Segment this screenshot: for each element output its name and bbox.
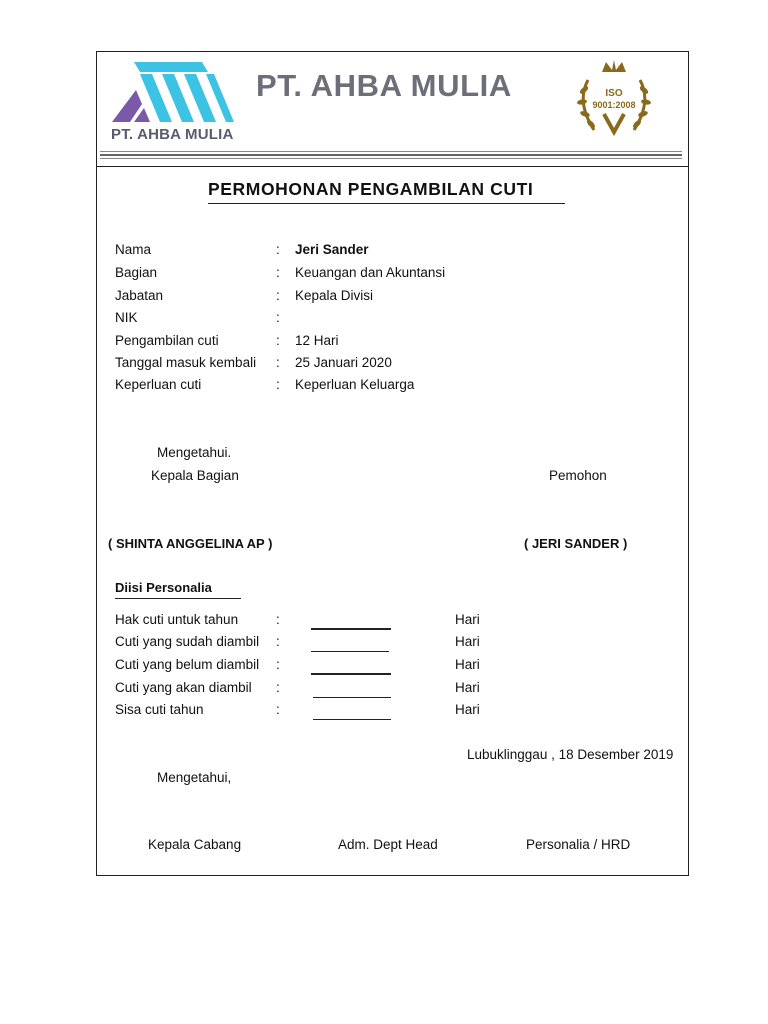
iso-label: ISO [605, 88, 623, 99]
field-value-bagian: Keuangan dan Akuntansi [295, 265, 446, 280]
blank-line [313, 719, 391, 720]
field-label-nama: Nama [115, 242, 152, 257]
personalia-colon: : [276, 612, 280, 627]
personalia-label: Hak cuti untuk tahun [115, 612, 239, 627]
field-label-tanggal-masuk: Tanggal masuk kembali [115, 355, 257, 370]
personalia-heading-underline [115, 598, 241, 599]
personalia-heading: Diisi Personalia [115, 580, 212, 595]
field-label-pengambilan-cuti: Pengambilan cuti [115, 333, 219, 348]
personalia-unit: Hari [455, 702, 480, 717]
field-colon: : [276, 310, 280, 325]
company-name: PT. AHBA MULIA [256, 68, 512, 103]
field-colon: : [276, 333, 280, 348]
field-label-bagian: Bagian [115, 265, 158, 280]
place-date: Lubuklinggau , 18 Desember 2019 [467, 747, 674, 762]
signatory-kepala-cabang: Kepala Cabang [148, 837, 242, 852]
form-top-rule [96, 166, 689, 167]
field-label-keperluan-cuti: Keperluan cuti [115, 377, 202, 392]
blank-line [311, 673, 391, 675]
blank-line [313, 697, 391, 698]
field-label-nik: NIK [115, 310, 138, 325]
signatory-adm-dept-head: Adm. Dept Head [338, 837, 438, 852]
footer-mengetahui: Mengetahui, [157, 770, 232, 785]
title-underline [208, 203, 565, 204]
signature-kepala-bagian: ( SHINTA ANGGELINA AP ) [108, 536, 273, 551]
personalia-label: Cuti yang akan diambil [115, 680, 252, 695]
approval-mengetahui: Mengetahui. [157, 445, 232, 460]
personalia-colon: : [276, 680, 280, 695]
signatory-personalia-hrd: Personalia / HRD [526, 837, 631, 852]
personalia-colon: : [276, 657, 280, 672]
field-colon: : [276, 377, 280, 392]
field-value-nama: Jeri Sander [295, 242, 369, 257]
personalia-label: Cuti yang belum diambil [115, 657, 260, 672]
personalia-label: Sisa cuti tahun [115, 702, 204, 717]
personalia-colon: : [276, 702, 280, 717]
logo-text: PT. AHBA MULIA [111, 126, 234, 143]
field-value-pengambilan-cuti: 12 Hari [295, 333, 339, 348]
personalia-unit: Hari [455, 612, 480, 627]
field-colon: : [276, 265, 280, 280]
field-colon: : [276, 355, 280, 370]
blank-line [311, 651, 389, 652]
field-label-jabatan: Jabatan [115, 288, 164, 303]
personalia-unit: Hari [455, 657, 480, 672]
field-colon: : [276, 288, 280, 303]
personalia-label: Cuti yang sudah diambil [115, 634, 260, 649]
form-title: PERMOHONAN PENGAMBILAN CUTI [208, 179, 534, 199]
blank-line [311, 628, 391, 630]
approval-kepala-bagian: Kepala Bagian [151, 468, 239, 483]
signature-pemohon: ( JERI SANDER ) [524, 536, 628, 551]
personalia-colon: : [276, 634, 280, 649]
personalia-unit: Hari [455, 634, 480, 649]
field-value-keperluan-cuti: Keperluan Keluarga [295, 377, 415, 392]
field-colon: : [276, 242, 280, 257]
personalia-unit: Hari [455, 680, 480, 695]
iso-number: 9001:2008 [592, 100, 636, 110]
field-value-tanggal-masuk: 25 Januari 2020 [295, 355, 392, 370]
approval-pemohon: Pemohon [549, 468, 607, 483]
field-value-jabatan: Kepala Divisi [295, 288, 374, 303]
